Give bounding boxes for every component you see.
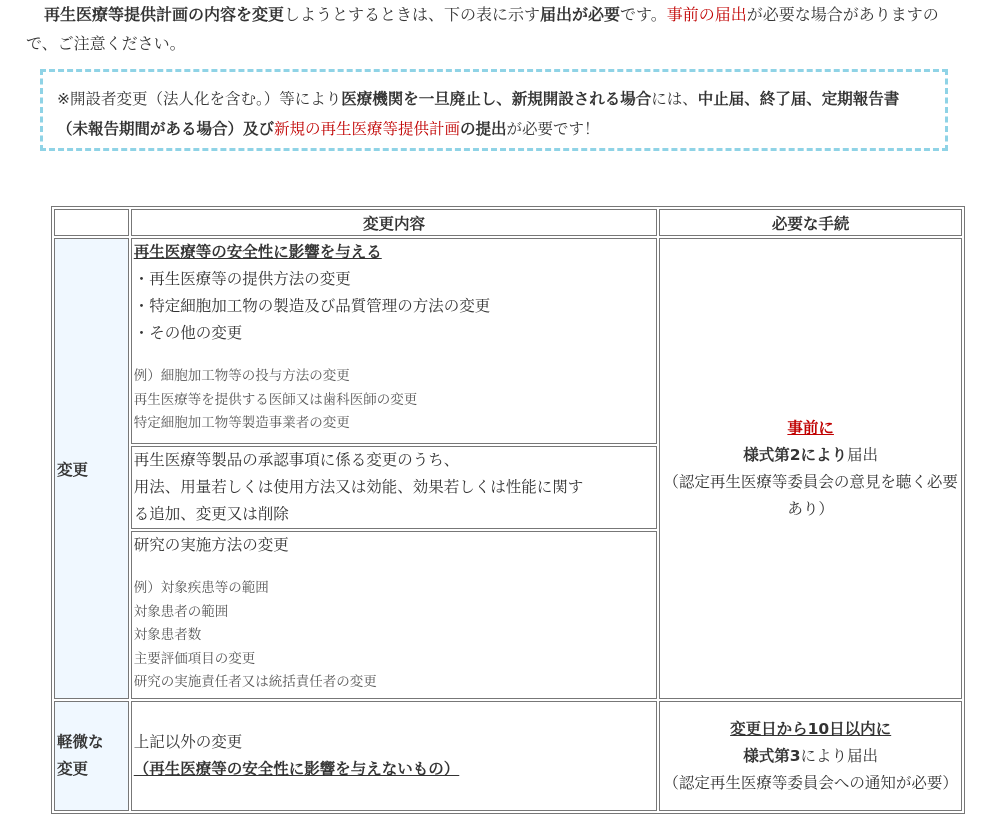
notice-text-4: 中止届、終了届、定期報告書（未報告期間がある場合）及び [57,90,900,138]
notice-text-1: ※開設者変更（法人化を含む。）等により [57,90,342,108]
notice-text-3: には、 [651,90,698,108]
change-block-safety [131,238,658,444]
block3-example: 対象患者の範囲 [133,603,229,620]
intro-text-6: が必要な場合がありますので、ご注意ください。 [26,5,939,53]
block3-example: 対象患者数 [133,627,202,643]
block3-title: 研究の実施方法の変更 [133,536,289,554]
block1-item: ・特定細胞加工物の製造及び品質管理の方法の変更 [133,297,491,315]
procedure-minor-timing: 変更日から10日以内に [730,719,892,738]
header-procedure: 必要な手続 [659,209,962,236]
minor-content-line1: 上記以外の変更 [133,733,243,751]
intro-text-5: 事前の届出 [666,5,747,24]
procedure-change-timing: 事前に [787,418,834,437]
header-category [54,209,129,236]
procedure-change-form-bold: 様式第2により [743,445,848,464]
block2-line: る追加、変更又は削除 [133,505,289,523]
category-change: 変更 [54,238,129,699]
minor-content [131,701,658,811]
procedure-minor-form-bold: 様式第3 [743,746,801,765]
notice-box [40,69,948,151]
change-block-product [131,446,658,529]
notice-text-6: の提出 [460,120,507,138]
procedure-change-form [662,442,959,469]
block1-item: ・再生医療等の提供方法の変更 [133,270,351,288]
table-row [54,238,962,444]
intro-text-3: 届出が必要 [540,5,621,24]
procedure-change-note: （認定再生医療等委員会の意見を聴く必要あり） [663,472,958,518]
intro-paragraph [26,0,966,58]
table-row [54,701,962,811]
block3-example: 研究の実施責任者又は統括責任者の変更 [133,674,377,690]
block1-item: ・その他の変更 [133,324,243,342]
intro-text-2: しようとするときは、下の表に示す [284,5,541,24]
block1-example: 例）細胞加工物等の投与方法の変更 [133,368,350,384]
procedure-change-form-rest: 届出 [847,445,879,464]
block1-example: 特定細胞加工物等製造事業者の変更 [133,415,350,431]
block1-example: 再生医療等を提供する医師又は歯科医師の変更 [133,391,418,408]
change-block-research [131,531,658,699]
minor-content-line2: （再生医療等の安全性に影響を与えないもの） [133,760,460,778]
procedure-minor-note: （認定再生医療等委員会への通知が必要） [663,773,958,792]
procedure-table [51,206,965,814]
block2-line: 用法、用量若しくは使用方法又は効能、効果若しくは性能に関す [133,478,584,496]
header-content: 変更内容 [131,209,658,236]
category-minor-line1: 軽微な [57,733,104,751]
notice-text-7: が必要です！ [506,120,600,138]
block1-title: 再生医療等の安全性に影響を与える [133,243,382,261]
category-minor-line2: 変更 [57,760,89,778]
notice-text-2: 医療機関を一旦廃止し、新規開設される場合 [341,90,652,108]
procedure-minor-form [662,743,959,770]
block3-example: 主要評価項目の変更 [133,650,256,667]
block3-example: 例）対象疾患等の範囲 [133,580,269,596]
notice-text-5: 新規の再生医療等提供計画 [274,120,461,138]
procedure-change [659,238,962,699]
procedure-minor [659,701,962,811]
block2-line: 再生医療等製品の承認事項に係る変更のうち、 [133,451,460,469]
table-header-row [54,209,962,236]
intro-text-4: です。 [620,5,667,24]
intro-text-1: 再生医療等提供計画の内容を変更 [44,5,285,24]
category-minor [54,701,129,811]
procedure-minor-form-rest: により届出 [800,746,879,765]
